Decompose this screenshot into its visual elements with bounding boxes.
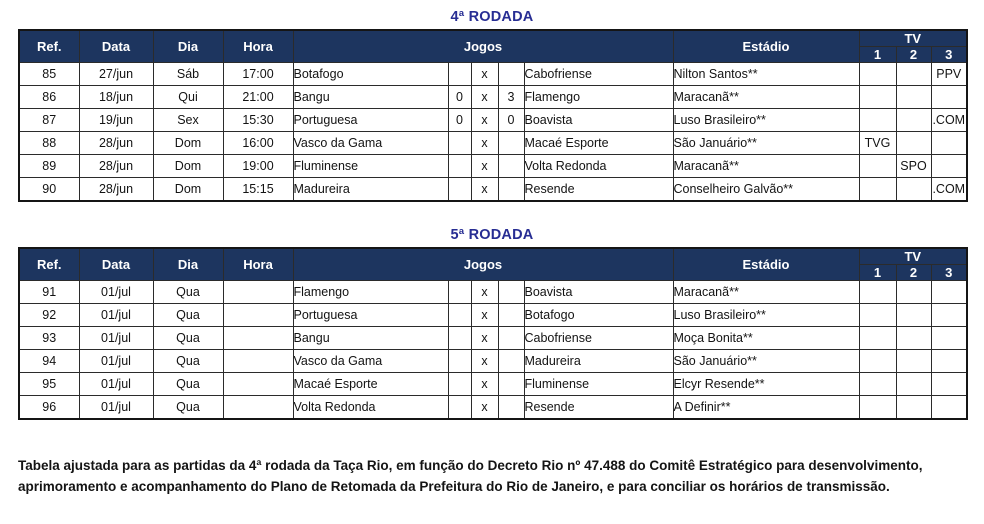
cell-tv3: .COM — [931, 109, 967, 132]
cell-home-score — [448, 350, 471, 373]
cell-ref: 94 — [19, 350, 79, 373]
cell-away-score: 0 — [498, 109, 524, 132]
cell-away-team: Cabofriense — [524, 327, 673, 350]
cell-date: 28/jun — [79, 132, 153, 155]
cell-tv1 — [859, 350, 896, 373]
cell-tv2 — [896, 109, 931, 132]
cell-tv3 — [931, 304, 967, 327]
match-row — [19, 86, 967, 109]
cell-x-separator: x — [471, 63, 498, 86]
cell-x-separator: x — [471, 109, 498, 132]
cell-date: 19/jun — [79, 109, 153, 132]
cell-date: 28/jun — [79, 178, 153, 202]
cell-tv2 — [896, 327, 931, 350]
cell-home-team: Bangu — [293, 327, 448, 350]
cell-date: 01/jul — [79, 373, 153, 396]
cell-x-separator: x — [471, 327, 498, 350]
col-header-matches: Jogos — [293, 248, 673, 281]
cell-time: 15:15 — [223, 178, 293, 202]
cell-home-team: Vasco da Gama — [293, 350, 448, 373]
col-header-tv1: 1 — [859, 47, 896, 63]
cell-tv1 — [859, 396, 896, 420]
cell-tv3: PPV — [931, 63, 967, 86]
cell-ref: 87 — [19, 109, 79, 132]
col-header-day: Dia — [153, 30, 223, 63]
cell-tv1 — [859, 281, 896, 304]
cell-away-score: 3 — [498, 86, 524, 109]
cell-date: 01/jul — [79, 350, 153, 373]
cell-tv3 — [931, 373, 967, 396]
cell-home-score — [448, 396, 471, 420]
col-header-stadium: Estádio — [673, 30, 859, 63]
cell-tv2: SPO — [896, 155, 931, 178]
cell-tv3 — [931, 327, 967, 350]
cell-ref: 93 — [19, 327, 79, 350]
cell-home-score — [448, 373, 471, 396]
cell-tv1 — [859, 109, 896, 132]
cell-away-team: Cabofriense — [524, 63, 673, 86]
match-row — [19, 155, 967, 178]
cell-tv3 — [931, 155, 967, 178]
cell-away-team: Resende — [524, 396, 673, 420]
cell-ref: 88 — [19, 132, 79, 155]
cell-away-team: Boavista — [524, 109, 673, 132]
cell-x-separator: x — [471, 86, 498, 109]
cell-x-separator: x — [471, 373, 498, 396]
cell-day: Qua — [153, 373, 223, 396]
cell-away-score — [498, 132, 524, 155]
cell-tv3 — [931, 396, 967, 420]
cell-time — [223, 281, 293, 304]
col-header-tv1: 1 — [859, 265, 896, 281]
cell-time: 19:00 — [223, 155, 293, 178]
cell-tv2 — [896, 63, 931, 86]
cell-home-score: 0 — [448, 109, 471, 132]
cell-day: Qui — [153, 86, 223, 109]
cell-time — [223, 304, 293, 327]
cell-tv2 — [896, 396, 931, 420]
cell-date: 01/jul — [79, 327, 153, 350]
cell-stadium: São Januário** — [673, 132, 859, 155]
cell-home-team: Flamengo — [293, 281, 448, 304]
cell-away-score — [498, 63, 524, 86]
cell-day: Dom — [153, 178, 223, 202]
cell-ref: 96 — [19, 396, 79, 420]
col-header-stadium: Estádio — [673, 248, 859, 281]
cell-home-team: Bangu — [293, 86, 448, 109]
cell-tv3 — [931, 281, 967, 304]
cell-tv1 — [859, 373, 896, 396]
cell-day: Sex — [153, 109, 223, 132]
cell-ref: 85 — [19, 63, 79, 86]
cell-home-score: 0 — [448, 86, 471, 109]
col-header-tv3: 3 — [931, 265, 967, 281]
cell-home-score — [448, 281, 471, 304]
cell-away-score — [498, 327, 524, 350]
cell-away-score — [498, 373, 524, 396]
match-row — [19, 178, 967, 202]
cell-time: 17:00 — [223, 63, 293, 86]
cell-tv2 — [896, 373, 931, 396]
cell-tv2 — [896, 350, 931, 373]
cell-tv2 — [896, 178, 931, 202]
cell-ref: 90 — [19, 178, 79, 202]
cell-time — [223, 373, 293, 396]
cell-home-team: Botafogo — [293, 63, 448, 86]
cell-away-team: Madureira — [524, 350, 673, 373]
cell-x-separator: x — [471, 132, 498, 155]
cell-home-score — [448, 132, 471, 155]
cell-tv3 — [931, 350, 967, 373]
round-4-title: 4ª RODADA — [450, 9, 534, 25]
cell-stadium: A Definir** — [673, 396, 859, 420]
cell-x-separator: x — [471, 281, 498, 304]
cell-home-team: Vasco da Gama — [293, 132, 448, 155]
round-5-table-header — [19, 248, 967, 281]
cell-home-team: Volta Redonda — [293, 396, 448, 420]
col-header-tv2: 2 — [896, 265, 931, 281]
cell-tv2 — [896, 281, 931, 304]
cell-tv1 — [859, 327, 896, 350]
cell-x-separator: x — [471, 396, 498, 420]
cell-tv2 — [896, 304, 931, 327]
cell-tv3: .COM — [931, 178, 967, 202]
col-header-tv2: 2 — [896, 47, 931, 63]
cell-tv1 — [859, 155, 896, 178]
cell-day: Dom — [153, 155, 223, 178]
cell-ref: 92 — [19, 304, 79, 327]
round-4-section — [0, 0, 984, 202]
cell-date: 01/jul — [79, 281, 153, 304]
cell-away-team: Flamengo — [524, 86, 673, 109]
col-header-day: Dia — [153, 248, 223, 281]
cell-tv1 — [859, 304, 896, 327]
cell-home-score — [448, 327, 471, 350]
cell-day: Qua — [153, 327, 223, 350]
match-row — [19, 373, 967, 396]
cell-day: Qua — [153, 350, 223, 373]
cell-home-score — [448, 63, 471, 86]
cell-stadium: Maracanã** — [673, 86, 859, 109]
match-row — [19, 350, 967, 373]
col-header-ref: Ref. — [19, 30, 79, 63]
cell-tv2 — [896, 132, 931, 155]
round-5-section — [0, 202, 984, 420]
cell-tv3 — [931, 86, 967, 109]
round-4-table — [18, 29, 968, 202]
cell-time — [223, 327, 293, 350]
round-5-table — [18, 247, 968, 420]
col-header-matches: Jogos — [293, 30, 673, 63]
cell-away-score — [498, 396, 524, 420]
cell-stadium: Moça Bonita** — [673, 327, 859, 350]
col-header-date: Data — [79, 30, 153, 63]
cell-stadium: São Januário** — [673, 350, 859, 373]
col-header-time: Hora — [223, 30, 293, 63]
cell-x-separator: x — [471, 178, 498, 202]
cell-time: 15:30 — [223, 109, 293, 132]
cell-away-score — [498, 350, 524, 373]
col-header-ref: Ref. — [19, 248, 79, 281]
cell-away-team: Boavista — [524, 281, 673, 304]
cell-away-score — [498, 178, 524, 202]
cell-date: 01/jul — [79, 304, 153, 327]
cell-stadium: Nilton Santos** — [673, 63, 859, 86]
cell-tv1 — [859, 86, 896, 109]
cell-x-separator: x — [471, 304, 498, 327]
cell-stadium: Luso Brasileiro** — [673, 304, 859, 327]
cell-stadium: Maracanã** — [673, 281, 859, 304]
cell-day: Qua — [153, 396, 223, 420]
cell-tv1 — [859, 63, 896, 86]
cell-tv1 — [859, 178, 896, 202]
cell-time — [223, 396, 293, 420]
cell-x-separator: x — [471, 350, 498, 373]
cell-x-separator: x — [471, 155, 498, 178]
cell-away-team: Volta Redonda — [524, 155, 673, 178]
match-row — [19, 281, 967, 304]
cell-away-score — [498, 281, 524, 304]
cell-home-team: Macaé Esporte — [293, 373, 448, 396]
cell-away-team: Resende — [524, 178, 673, 202]
cell-home-score — [448, 304, 471, 327]
cell-stadium: Luso Brasileiro** — [673, 109, 859, 132]
cell-stadium: Maracanã** — [673, 155, 859, 178]
cell-stadium: Elcyr Resende** — [673, 373, 859, 396]
cell-ref: 86 — [19, 86, 79, 109]
footer-note: Tabela ajustada para as partidas da 4ª rodada da Taça Rio, em função do Decreto Rio nº 47.488 do Comitê Estratégico para desenvolvimento, aprimoramento e acompanhamento do Plano de Retomada da Prefeitura do Rio de Janeiro, e para conciliar os horários de transmissão. — [18, 458, 923, 494]
match-row — [19, 304, 967, 327]
round-4-table-header — [19, 30, 967, 63]
cell-away-team: Fluminense — [524, 373, 673, 396]
cell-away-team: Botafogo — [524, 304, 673, 327]
cell-away-score — [498, 304, 524, 327]
col-header-tv: TV — [859, 30, 967, 47]
cell-home-team: Portuguesa — [293, 304, 448, 327]
cell-date: 01/jul — [79, 396, 153, 420]
cell-ref: 95 — [19, 373, 79, 396]
match-row — [19, 63, 967, 86]
match-row — [19, 327, 967, 350]
match-row — [19, 396, 967, 420]
cell-home-score — [448, 155, 471, 178]
cell-ref: 91 — [19, 281, 79, 304]
match-row — [19, 132, 967, 155]
round-5-title: 5ª RODADA — [450, 227, 534, 243]
cell-date: 28/jun — [79, 155, 153, 178]
cell-away-team: Macaé Esporte — [524, 132, 673, 155]
match-row — [19, 109, 967, 132]
cell-home-team: Portuguesa — [293, 109, 448, 132]
cell-day: Qua — [153, 304, 223, 327]
col-header-date: Data — [79, 248, 153, 281]
round-4-table-body — [19, 63, 967, 202]
cell-home-team: Madureira — [293, 178, 448, 202]
round-5-table-body — [19, 281, 967, 420]
cell-date: 18/jun — [79, 86, 153, 109]
cell-day: Sáb — [153, 63, 223, 86]
col-header-time: Hora — [223, 248, 293, 281]
cell-time — [223, 350, 293, 373]
cell-day: Dom — [153, 132, 223, 155]
col-header-tv: TV — [859, 248, 967, 265]
cell-time: 16:00 — [223, 132, 293, 155]
cell-day: Qua — [153, 281, 223, 304]
cell-tv2 — [896, 86, 931, 109]
cell-stadium: Conselheiro Galvão** — [673, 178, 859, 202]
cell-tv3 — [931, 132, 967, 155]
cell-date: 27/jun — [79, 63, 153, 86]
cell-ref: 89 — [19, 155, 79, 178]
cell-time: 21:00 — [223, 86, 293, 109]
col-header-tv3: 3 — [931, 47, 967, 63]
cell-tv1: TVG — [859, 132, 896, 155]
cell-home-score — [448, 178, 471, 202]
cell-away-score — [498, 155, 524, 178]
cell-home-team: Fluminense — [293, 155, 448, 178]
